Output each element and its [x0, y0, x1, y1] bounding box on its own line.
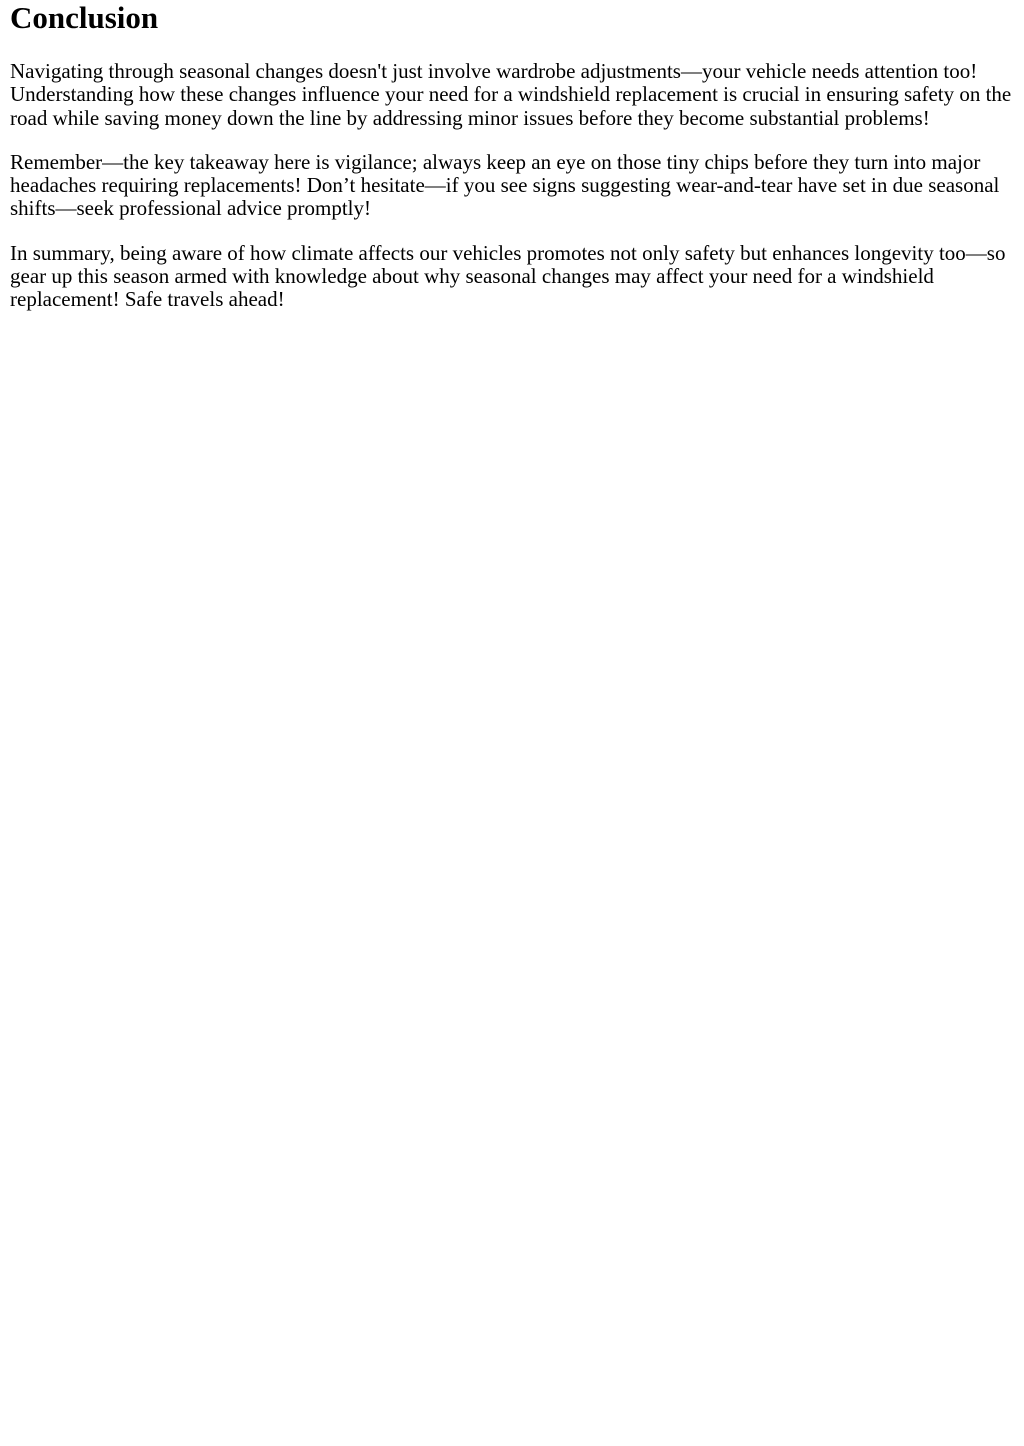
article-section [10, 0, 1014, 312]
section-heading: Conclusion [10, 0, 159, 35]
paragraph-2: Remember—the key takeaway here is vigilance; always keep an eye on those tiny chips before they turn into major headaches requiring replacements! Don’t hesitate—if you see signs suggesting wear-and-tear have set in due seasonal shifts—seek professional advice promptly! [10, 149, 1000, 221]
paragraph-3: In summary, being aware of how climate affects our vehicles promotes not only safety but enhances longevity too—so gear up this season armed with knowledge about why seasonal changes may affect your need for a windshield replacement! Safe travels ahead! [10, 240, 1006, 312]
paragraph-1: Navigating through seasonal changes doesn't just involve wardrobe adjustments—your vehicle needs attention too! Understanding how these changes influence your need for a windshield replacement is crucial in ensuring safety on the road while saving money down the line by addressing minor issues before they become substantial problems! [10, 59, 1012, 130]
